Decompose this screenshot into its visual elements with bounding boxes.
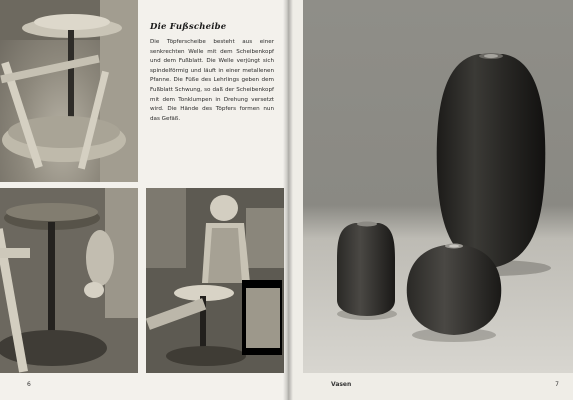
photo-wheel-shaft	[0, 188, 138, 373]
article-text-block	[150, 22, 274, 124]
photo-vases	[303, 0, 573, 373]
article-heading: Die Fußscheibe	[150, 22, 227, 32]
article-body: Die Töpferscheibe besteht aus einer senkrechten Welle mit dem Scheibenkopf und dem Fußblatt. Die Welle verjüngt sich spindelförmig und läuft in einer metallenen Pfanne. Die Füße des Lehrlings geben dem Fußblatt Schwung, so daß der Scheibenkopf mit dem Tonklumpen in Drehung versetzt wird. Die Hände des Töpfers formen nun das Gefäß.	[150, 39, 274, 122]
photo-kick-wheel-top	[0, 0, 138, 182]
page-number-left: 6	[27, 381, 31, 388]
right-page	[287, 0, 573, 400]
photo-caption: Vasen	[331, 381, 352, 388]
page-number-right: 7	[555, 381, 559, 388]
photo-potter-at-wheel	[146, 188, 284, 373]
book-gutter	[283, 0, 293, 400]
